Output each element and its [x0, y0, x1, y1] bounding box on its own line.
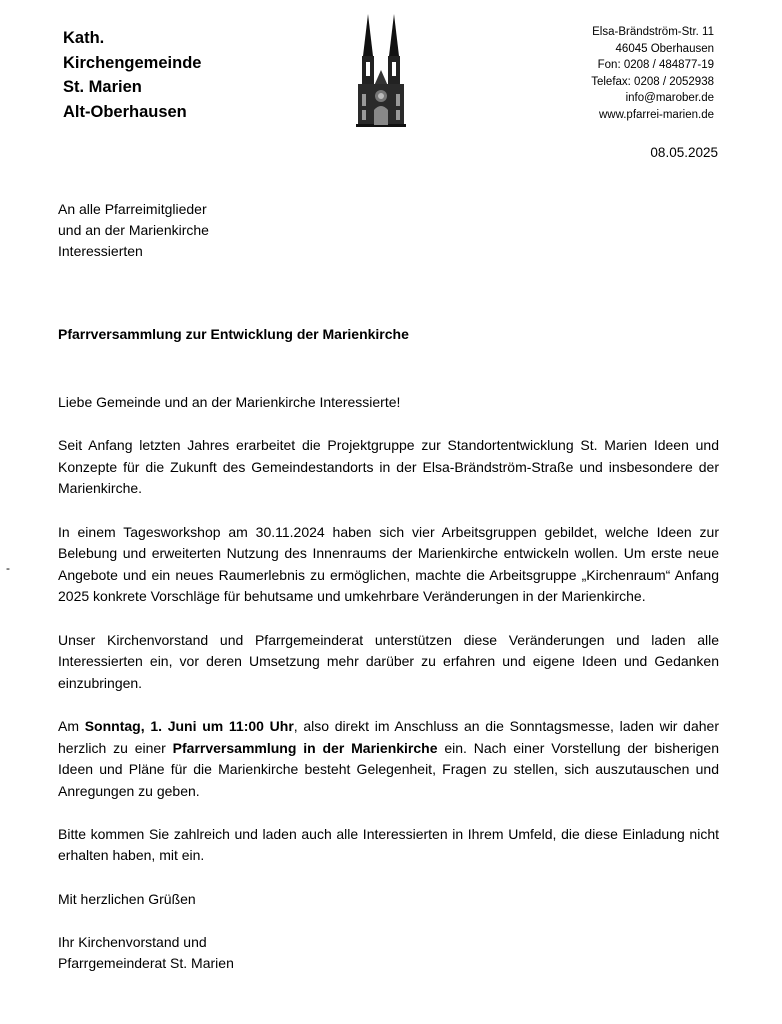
margin-mark: - [6, 561, 10, 575]
salutation: Liebe Gemeinde und an der Marienkirche Interessierte! [58, 394, 401, 410]
letter-subject: Pfarrversammlung zur Entwicklung der Marienkirche [58, 326, 409, 342]
paragraph-event [58, 716, 719, 802]
letter-body [58, 392, 719, 975]
event-text: , also direkt im Anschluss an die Sonntagsmesse, laden wir daher herzlich zu einer [58, 717, 719, 756]
org-line: Kath. [63, 29, 105, 47]
contact-info [591, 24, 714, 124]
signature-line: Ihr Kirchenvorstand und [58, 933, 207, 950]
paragraph-intro: Seit Anfang letzten Jahres erarbeitet die Projektgruppe zur Standortentwicklung St. Marien Ideen und Konzepte für die Zukunft des Gemeindestandorts in der Elsa-Brändström-Straße und insbesondere der Marienkirche. [58, 437, 719, 497]
recipients [58, 199, 209, 262]
paragraph-workshop: In einem Tagesworkshop am 30.11.2024 haben sich vier Arbeitsgruppen gebildet, welche Ideen zur Belebung und erweiterten Nutzung des Innenraums der Marienkirche entwickeln wollen. Um erste neue Angebote und ein neues Raumerlebnis zu ermöglichen, machte die Arbeitsgruppe „Kirchenraum“ Anfang 2025 konkrete Vorschläge für behutsame und umkehrbare Veränderungen in der Marienkirche. [58, 523, 719, 605]
church-towers-icon [352, 12, 410, 128]
event-text: ein. Nach einer Vorstellung der bisherigen Ideen und Pläne für die Marienkirche besteht Gelegenheit, Fragen zu stellen, sich auszutauschen und Anregungen zu geben. [58, 739, 719, 799]
organization-name [63, 26, 201, 124]
closing: Mit herzlichen Grüßen [58, 890, 196, 907]
org-line: Alt-Oberhausen [63, 102, 187, 121]
letter-date: 08.05.2025 [650, 145, 718, 160]
contact-email: info@marober.de [625, 92, 714, 105]
org-line: Kirchengemeinde [63, 53, 202, 72]
event-title: Pfarrversammlung in der Marienkirche [172, 739, 438, 756]
recipient-line: An alle Pfarreimitglieder [58, 201, 207, 217]
recipient-line: und an der Marienkirche [58, 222, 209, 238]
contact-address: Elsa-Brändström-Str. 11 [592, 26, 714, 38]
event-text: Am [58, 717, 85, 734]
recipient-line: Interessierten [58, 243, 143, 259]
contact-website: www.pfarrei-marien.de [598, 108, 714, 121]
signature [58, 932, 719, 975]
contact-fax: Telefax: 0208 / 2052938 [591, 75, 714, 88]
signature-line: Pfarrgemeinderat St. Marien [58, 955, 234, 972]
paragraph-request: Bitte kommen Sie zahlreich und laden auch alle Interessierten in Ihrem Umfeld, die diese Einladung nicht erhalten haben, mit ein. [58, 825, 719, 864]
contact-phone: Fon: 0208 / 484877-19 [597, 59, 714, 72]
event-date: Sonntag, 1. Juni um 11:00 Uhr [84, 717, 294, 734]
org-line: St. Marien [63, 78, 142, 96]
contact-city: 46045 Oberhausen [615, 42, 714, 55]
paragraph-invitation: Unser Kirchenvorstand und Pfarrgemeinderat unterstützen diese Veränderungen und laden alle Interessierten ein, vor deren Umsetzung mehr darüber zu erfahren und eigene Ideen und Gedanken einzubringen. [58, 631, 719, 691]
